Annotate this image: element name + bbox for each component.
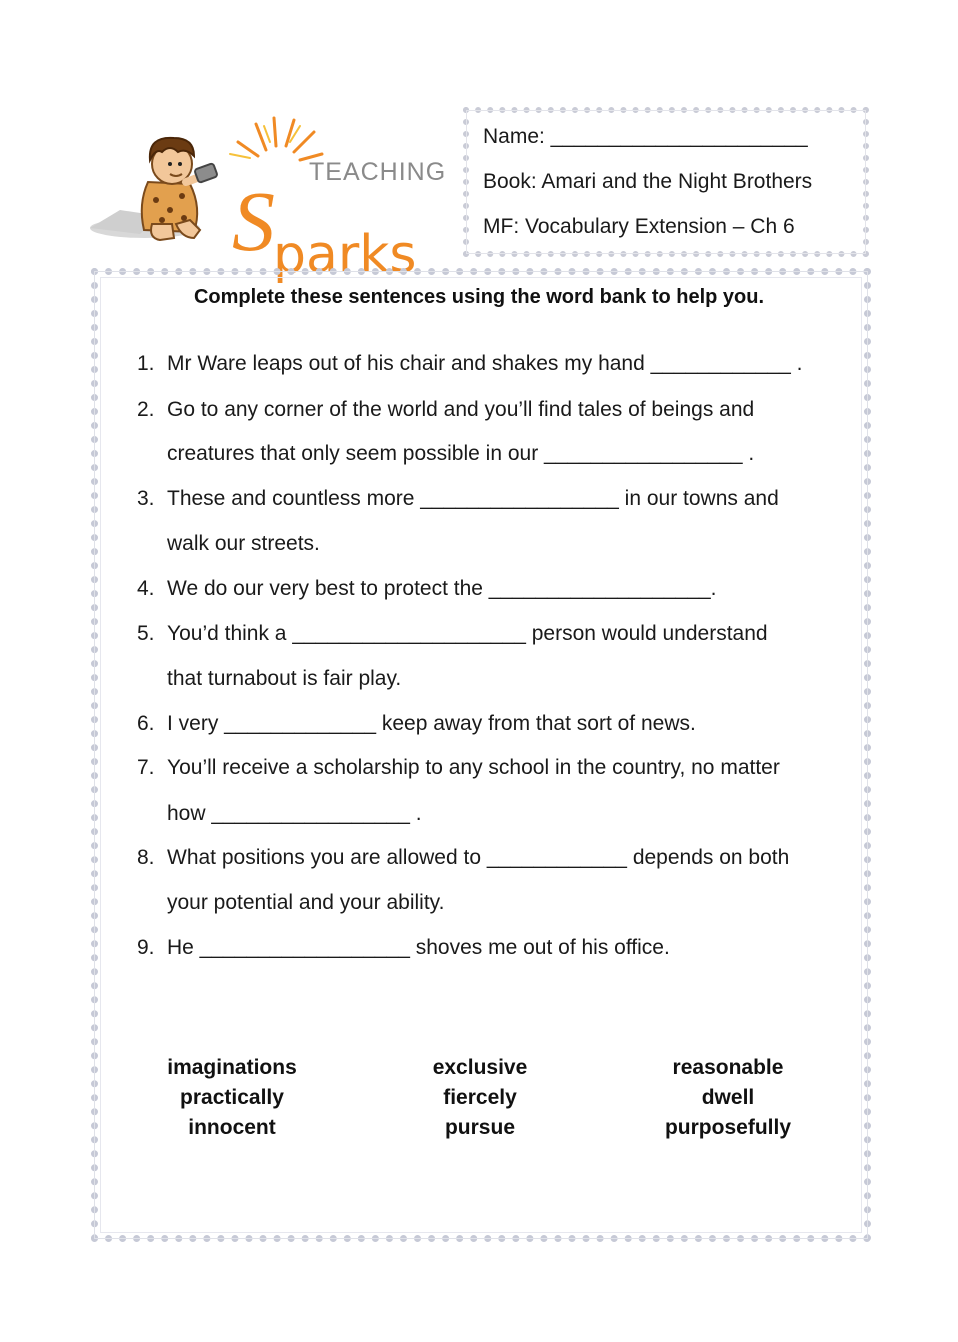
- question-3-number: 3.: [137, 487, 155, 510]
- question-4-line-1: We do our very best to protect the ___________________.: [167, 577, 717, 600]
- student-info-box: [463, 107, 869, 257]
- word-bank-item: exclusive: [432, 1056, 528, 1079]
- question-5-line-2: that turnabout is fair play.: [167, 667, 402, 690]
- word-bank-item: fiercely: [443, 1086, 517, 1109]
- word-bank-item: practically: [180, 1086, 284, 1109]
- question-9-line-1: He __________________ shoves me out of his office.: [167, 936, 670, 959]
- worksheet-subtitle: MF: Vocabulary Extension – Ch 6: [483, 215, 795, 238]
- word-bank-item: purposefully: [664, 1116, 791, 1139]
- question-2-line-2: creatures that only seem possible in our _________________ .: [167, 442, 755, 465]
- question-6-number: 6.: [137, 712, 155, 735]
- question-8-line-1: What positions you are allowed to ____________ depends on both: [167, 846, 790, 869]
- word-bank-item: imaginations: [167, 1056, 297, 1079]
- word-bank-column-2: [380, 1053, 580, 1143]
- question-2-line-1: Go to any corner of the world and you’ll find tales of beings and: [167, 398, 755, 421]
- question-6-line-1: I very _____________ keep away from that sort of news.: [167, 712, 696, 735]
- logo-sparks-rest: parks: [273, 225, 417, 285]
- book-title: Book: Amari and the Night Brothers: [483, 170, 813, 193]
- logo-sparks-initial: S: [232, 173, 275, 269]
- word-bank-item: reasonable: [672, 1056, 784, 1079]
- question-1-line-1: Mr Ware leaps out of his chair and shakes my hand ____________ .: [167, 352, 803, 375]
- question-8-line-2: your potential and your ability.: [167, 891, 445, 914]
- question-7-number: 7.: [137, 756, 155, 779]
- teaching-sparks-logo: [90, 112, 450, 285]
- question-1-number: 1.: [137, 352, 155, 375]
- question-7-line-1: You’ll receive a scholarship to any school in the country, no matter: [167, 756, 780, 779]
- question-7-line-2: how _________________ .: [167, 802, 422, 825]
- logo-word-teaching: TEACHING: [309, 158, 447, 186]
- word-bank-item: innocent: [188, 1116, 276, 1139]
- word-bank-item: dwell: [701, 1086, 755, 1109]
- logo-word-sparks: [232, 158, 417, 285]
- question-5-number: 5.: [137, 622, 155, 645]
- word-bank-item: pursue: [444, 1116, 515, 1139]
- question-4-number: 4.: [137, 577, 155, 600]
- question-9-number: 9.: [137, 936, 155, 959]
- question-8-number: 8.: [137, 846, 155, 869]
- name-field[interactable]: Name: ______________________: [483, 125, 808, 148]
- word-bank-column-3: [628, 1053, 828, 1143]
- question-2-number: 2.: [137, 398, 155, 421]
- question-3-line-1: These and countless more _________________ in our towns and: [167, 487, 779, 510]
- instruction-heading: Complete these sentences using the word bank to help you.: [193, 286, 765, 308]
- question-3-line-2: walk our streets.: [167, 532, 320, 555]
- word-bank-column-1: [132, 1053, 332, 1143]
- question-5-line-1: You’d think a ____________________ person would understand: [167, 622, 768, 645]
